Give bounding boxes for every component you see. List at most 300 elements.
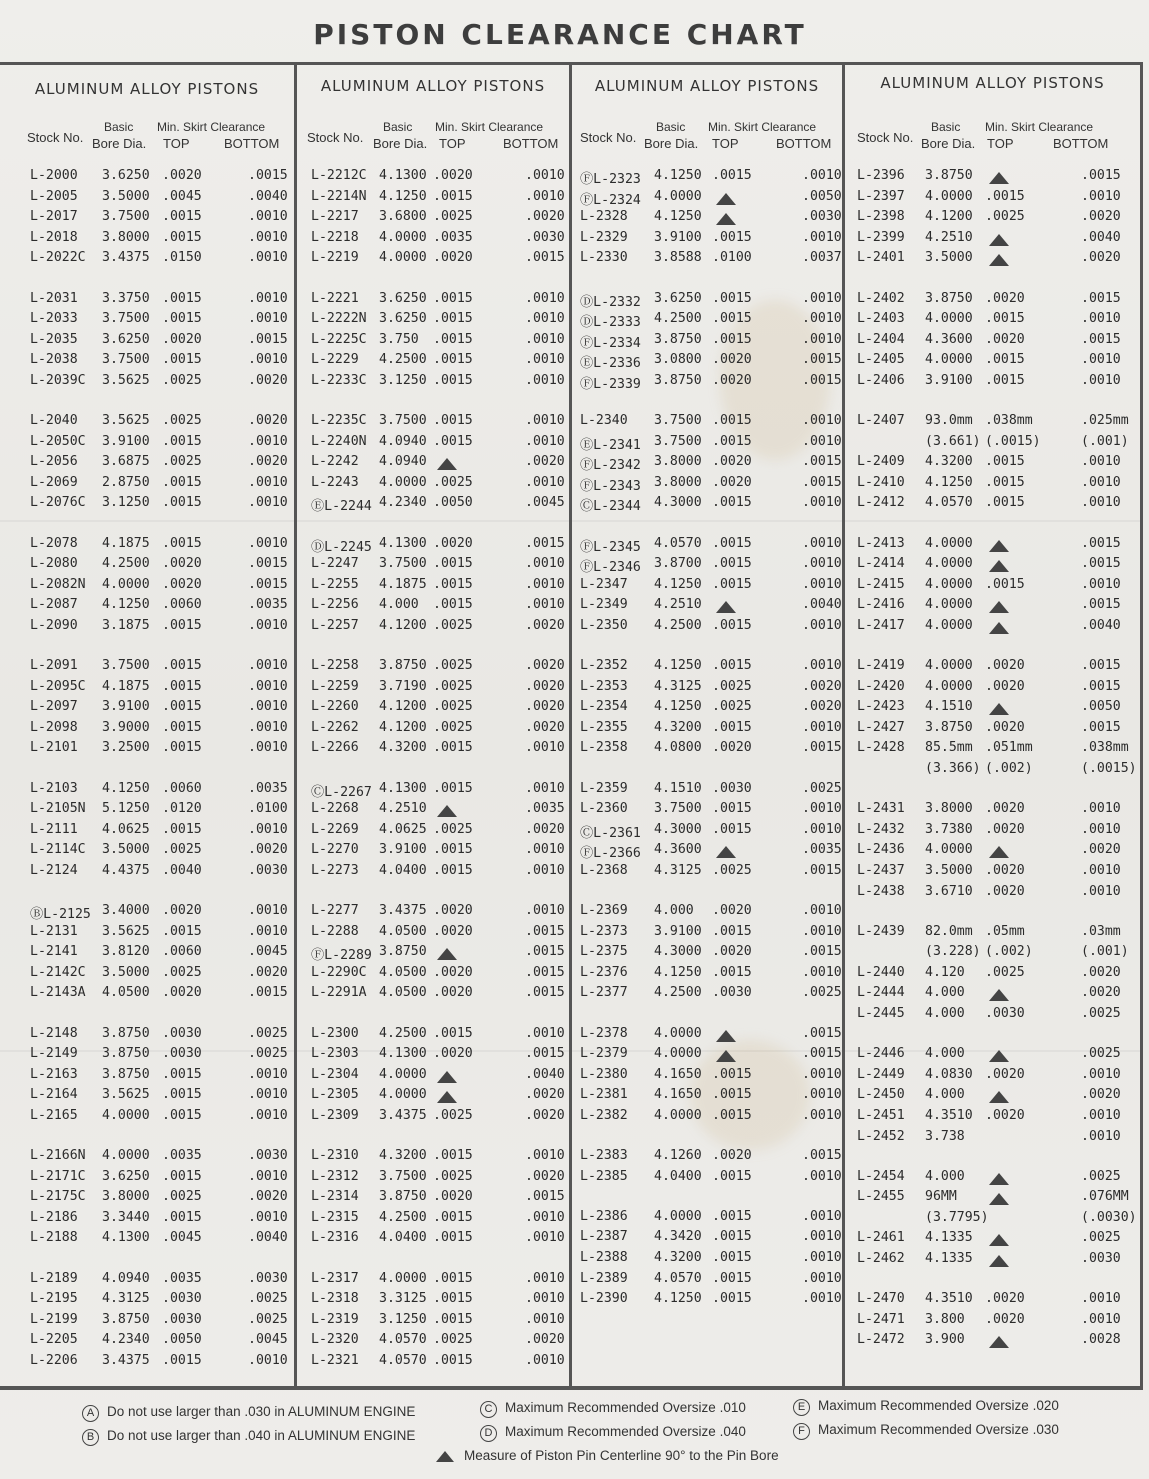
bore-diameter: 4.120 [925,964,965,980]
table-row [0,781,294,801]
stock-number: L-2217 [311,209,359,225]
bottom-clearance: .0010 [248,250,288,266]
top-clearance: .0015 [433,1352,473,1368]
table-row [297,189,569,209]
triangle-icon [989,621,1009,636]
table-row [0,903,294,923]
stock-number: L-2377 [580,985,628,1001]
triangle-icon [989,253,1009,268]
bottom-clearance: .0025 [1081,1046,1121,1062]
table-row [0,1108,294,1128]
table-row [297,434,569,454]
stock-number: ⒻL-2339 [580,376,641,392]
bottom-clearance: .0010 [248,229,288,245]
bore-diameter: 4.1250 [102,780,150,796]
table-row [297,720,569,740]
table-row [297,332,569,352]
bore-diameter: 4.0940 [379,454,427,470]
stock-number: L-2039C [30,372,86,388]
stock-number: L-2328 [580,209,628,225]
table-row [0,556,294,576]
bottom-clearance: .0010 [525,597,565,613]
table-row [845,1251,1140,1271]
table-row [845,434,1140,454]
bore-diameter: 3.5000 [102,842,150,858]
bottom-clearance: .0010 [248,821,288,837]
bottom-clearance: .0015 [802,1046,842,1062]
footnote-b [82,1428,415,1446]
bottom-clearance: (.0015) [1081,761,1137,776]
table-row [0,618,294,638]
bore-diameter: 4.1260 [654,1148,702,1163]
bottom-clearance: .0020 [1081,209,1121,225]
top-clearance: .0015 [162,311,202,327]
footnote-marker: E [793,1399,810,1416]
stock-number: L-2427 [857,719,905,735]
bore-diameter: 3.738 [925,1128,965,1144]
table-row [297,863,569,883]
stock-number: L-2402 [857,290,905,306]
bore-diameter: 3.900 [925,1332,965,1348]
stock-number: L-2354 [580,699,628,715]
stock-number: L-2320 [311,1332,359,1348]
bore-diameter: 4.000 [925,1087,965,1103]
stock-number: L-2449 [857,1066,905,1082]
bottom-clearance: .0020 [525,1168,565,1184]
bore-diameter: 3.6875 [102,454,150,470]
top-clearance: .0020 [712,740,752,756]
table-row [572,1250,842,1270]
top-clearance: .0015 [433,597,473,613]
top-clearance: .0050 [433,495,473,511]
stock-number: ⒻL-2342 [580,458,641,474]
bottom-clearance: .0010 [802,290,842,306]
bottom-clearance: .0015 [1081,535,1121,551]
table-row [297,1210,569,1230]
top-clearance: (.002) [985,944,1033,960]
triangle-icon [716,192,736,207]
table-row [0,1067,294,1087]
table-row [572,1229,842,1249]
table-row [297,903,569,923]
triangle-icon [716,1029,736,1044]
bore-diameter: 4.0400 [379,862,427,878]
stock-header: Stock No. [580,130,637,145]
bore-diameter: 4.1875 [102,678,150,694]
bottom-clearance: .0020 [248,413,288,428]
top-clearance: .0015 [712,923,752,939]
bore-diameter: 3.5625 [102,923,150,939]
stock-number: L-2260 [311,699,359,715]
bottom-clearance: .0010 [248,740,288,756]
bore-diameter: 4.2500 [379,352,427,368]
table-row [845,965,1140,985]
bottom-clearance: .0010 [525,903,565,918]
bottom-clearance: .0015 [525,1046,565,1062]
bore-diameter: 3.8750 [102,1311,150,1327]
bore-diameter: 4.2500 [654,985,702,1001]
bottom-clearance: .0020 [248,372,288,388]
top-clearance: .0030 [162,1311,202,1327]
bottom-clearance: .0015 [802,352,842,368]
bottom-clearance: .0010 [802,617,842,633]
top-clearance: .0015 [712,1270,752,1286]
bottom-clearance: .0010 [248,719,288,735]
bottom-clearance: .0010 [802,719,842,735]
table-row [572,699,842,719]
stock-header: Stock No. [27,130,84,145]
stock-number: L-2385 [580,1168,628,1184]
top-clearance: .0025 [433,474,473,490]
table-row [845,1067,1140,1087]
bore-diameter: 3.6250 [102,168,150,183]
table-row [297,230,569,250]
top-clearance: .0015 [433,433,473,449]
top-clearance: .0025 [433,1107,473,1123]
top-clearance: .0015 [433,556,473,572]
bore-diameter: 4.0940 [102,1270,150,1286]
bore-header: Bore Dia. [644,136,699,151]
table-row [845,475,1140,495]
bore-diameter: 4.0400 [379,1230,427,1246]
bore-diameter: 3.8750 [379,1189,427,1205]
bottom-clearance: .0010 [248,678,288,694]
bottom-clearance: .0040 [1081,229,1121,245]
table-row [572,863,842,883]
top-clearance: .0045 [162,188,202,204]
bore-diameter: 4.0000 [379,1087,427,1103]
top-clearance: .0020 [433,535,473,551]
table-row [572,577,842,597]
top-clearance: .038mm [985,413,1033,428]
bottom-clearance: .0015 [248,331,288,347]
top-clearance: .0015 [433,1311,473,1327]
bore-diameter: 3.8750 [379,658,427,673]
table-row [0,311,294,331]
bottom-clearance: .0010 [1081,454,1121,470]
bore-diameter: 3.8120 [102,944,150,960]
bottom-clearance: .0010 [1081,821,1121,837]
top-clearance: .0020 [433,250,473,266]
bottom-header: BOTTOM [1053,136,1109,151]
stock-number: L-2410 [857,474,905,490]
top-clearance: .0015 [433,576,473,592]
table-row [0,434,294,454]
footnote-marker: B [82,1429,99,1446]
bore-diameter: 3.8750 [925,719,973,735]
top-clearance: .0015 [712,658,752,673]
table-row [572,311,842,331]
bore-header: Bore Dia. [373,136,428,151]
stock-number: L-2412 [857,495,905,511]
table-row [0,1353,294,1373]
table-row [845,944,1140,964]
stock-number: L-2218 [311,229,359,245]
bottom-clearance: .0010 [802,1208,842,1224]
table-row [572,985,842,1005]
table-row [297,1271,569,1291]
table-row [572,556,842,576]
stock-number: ⒺL-2244 [311,499,372,515]
stock-number: L-2040 [30,413,78,428]
stock-number: L-2273 [311,862,359,878]
stock-number: L-2369 [580,903,628,918]
stock-number: L-2291A [311,985,367,1001]
top-clearance: .0020 [433,903,473,918]
stock-number: L-2069 [30,474,78,490]
stock-number: L-2098 [30,719,78,735]
min-clearance-header: Min. Skirt Clearance [708,120,817,134]
bore-diameter: 4.2510 [654,597,702,613]
bottom-clearance: .0015 [525,985,565,1001]
stock-number: ⒺL-2336 [580,356,641,372]
top-clearance: .0030 [162,1046,202,1062]
top-clearance: .0020 [162,985,202,1001]
stock-number: L-2340 [580,413,628,428]
bottom-clearance: .0010 [802,413,842,428]
stock-number: ⒻL-2366 [580,846,641,862]
table-row [297,965,569,985]
top-clearance: .0015 [985,352,1025,368]
stock-number: L-2462 [857,1251,905,1266]
footnote-text: Maximum Recommended Oversize .030 [818,1422,1059,1437]
bottom-clearance: .0037 [802,250,842,266]
table-row [845,1169,1140,1189]
bore-diameter: 3.9000 [102,719,150,735]
top-clearance: .0015 [712,535,752,551]
bore-diameter: 3.5000 [102,964,150,980]
bore-diameter: 4.0000 [925,576,973,592]
top-clearance: .0030 [712,780,752,796]
top-clearance: .0015 [985,576,1025,592]
bore-diameter: 4.0500 [102,985,150,1001]
top-clearance: .0015 [162,719,202,735]
bore-diameter: 4.1650 [654,1066,702,1082]
bore-diameter: 4.0570 [379,1332,427,1348]
bore-diameter: 4.0000 [379,1066,427,1082]
top-clearance: (.002) [985,761,1033,776]
stock-number: L-2376 [580,964,628,980]
top-clearance: .0015 [712,1168,752,1184]
table-row [845,761,1140,781]
stock-number: L-2470 [857,1291,905,1307]
bore-diameter: 3.5625 [102,372,150,388]
stock-number: L-2389 [580,1270,628,1286]
table-row [297,454,569,474]
bore-diameter: 4.0000 [925,311,973,327]
stock-number: L-2111 [30,821,78,837]
bottom-clearance: .0010 [802,903,842,918]
bore-diameter: 4.0800 [654,740,702,756]
stock-number: L-2399 [857,229,905,245]
bottom-clearance: .0010 [248,617,288,633]
stock-number: L-2247 [311,556,359,572]
bore-diameter: 3.6250 [102,331,150,347]
stock-number: ⒹL-2245 [311,539,372,555]
table-row [297,209,569,229]
stock-number: L-2401 [857,250,905,266]
stock-number: L-2383 [580,1148,628,1163]
table-row [845,1210,1140,1230]
stock-number: L-2349 [580,597,628,613]
stock-number: L-2050C [30,433,86,449]
top-clearance: .0020 [985,658,1025,673]
bore-diameter: 4.1200 [925,209,973,225]
stock-number: L-2148 [30,1025,78,1041]
table-row [572,903,842,923]
bottom-clearance: .0015 [525,944,565,960]
stock-number: L-2444 [857,985,905,1001]
bore-diameter: 4.3125 [654,678,702,694]
column-header [845,116,1140,156]
section-heading: ALUMINUM ALLOY PISTONS [34,80,260,98]
bottom-clearance: .0015 [1081,678,1121,694]
top-clearance: .0015 [712,290,752,306]
stock-number: L-2396 [857,168,905,183]
table-row [0,1230,294,1250]
stock-number: L-2309 [311,1107,359,1123]
bottom-clearance: .0020 [802,678,842,694]
top-clearance: .0015 [162,290,202,306]
bottom-clearance: .0010 [802,576,842,592]
top-clearance: .0015 [162,821,202,837]
stock-number: L-2080 [30,556,78,572]
table-row [297,1046,569,1066]
table-row [572,822,842,842]
top-clearance: .0020 [712,474,752,490]
table-row [297,924,569,944]
top-clearance: .0020 [433,923,473,939]
table-row [297,781,569,801]
bottom-clearance: .0010 [802,311,842,327]
stock-number: L-2097 [30,699,78,715]
table-row [297,413,569,433]
top-clearance: .0020 [433,964,473,980]
bore-diameter: 4.0000 [102,1107,150,1123]
bore-diameter: 3.4000 [102,903,150,918]
table-row [0,801,294,821]
top-clearance: .0020 [985,1107,1025,1123]
table-row [0,168,294,188]
triangle-icon [989,1254,1009,1269]
triangle-icon [989,988,1009,1003]
bore-diameter: 3.8750 [654,372,702,388]
bore-diameter: 3.1250 [102,495,150,511]
table-row [845,1312,1140,1332]
bottom-clearance: .0040 [525,1066,565,1082]
stock-number: L-2431 [857,801,905,817]
bore-diameter: 4.1300 [379,780,427,796]
bore-diameter: 3.5625 [102,1087,150,1103]
bottom-clearance: .0010 [1081,188,1121,204]
bore-diameter: 4.1300 [102,1230,150,1246]
stock-number: L-2035 [30,331,78,347]
bottom-clearance: .0010 [525,331,565,347]
table-row [845,1129,1140,1149]
table-row [845,454,1140,474]
bore-diameter: (3.228) [925,944,981,960]
top-clearance: .0020 [162,903,202,918]
table-row [0,965,294,985]
top-clearance: .0020 [433,168,473,183]
top-clearance: .0025 [712,678,752,694]
bore-diameter: 4.0000 [925,535,973,551]
bore-diameter: 4.3200 [379,740,427,756]
triangle-icon [437,947,457,962]
top-clearance: .0015 [433,1148,473,1163]
bottom-clearance: .0010 [525,413,565,428]
table-column [0,64,294,1386]
stock-number: L-2416 [857,597,905,613]
table-row [572,454,842,474]
bore-diameter: 4.2340 [379,495,427,511]
triangle-icon [989,559,1009,574]
bore-diameter: 3.9100 [102,699,150,715]
top-clearance: .0015 [162,1352,202,1368]
bore-diameter: 85.5mm [925,740,973,756]
bore-diameter: 4.1250 [654,576,702,592]
top-clearance: .0015 [712,576,752,592]
bottom-clearance: .0015 [525,923,565,939]
bore-diameter: 4.0000 [654,1025,702,1041]
table-row [845,801,1140,821]
table-row [845,556,1140,576]
table-row [297,373,569,393]
triangle-icon [989,1172,1009,1187]
stock-number: L-2163 [30,1066,78,1082]
top-clearance: .0040 [162,862,202,878]
bore-diameter: 4.3200 [379,1148,427,1163]
triangle-icon [989,1335,1009,1350]
stock-number: L-2222N [311,311,367,327]
top-clearance: .0020 [712,1148,752,1163]
bottom-clearance: .0015 [802,944,842,960]
bore-diameter: 3.6250 [379,311,427,327]
stock-number: L-2038 [30,352,78,368]
bottom-clearance: .0025 [1081,1168,1121,1184]
top-clearance: .0015 [162,678,202,694]
bottom-clearance: .0015 [248,168,288,183]
triangle-icon [989,600,1009,615]
stock-number: ⒸL-2267 [311,784,372,800]
bottom-clearance: .0020 [248,1189,288,1205]
bottom-clearance: .0010 [525,372,565,388]
top-clearance: .0020 [985,1066,1025,1082]
table-column [572,64,842,1386]
bottom-clearance: .0015 [802,862,842,878]
top-clearance: .0035 [162,1270,202,1286]
top-clearance: .0015 [985,454,1025,470]
stock-number: L-2450 [857,1087,905,1103]
bore-diameter: 4.1300 [379,535,427,551]
bore-diameter: 3.3440 [102,1209,150,1225]
top-clearance: .0100 [712,250,752,266]
bore-diameter: 3.5625 [102,413,150,428]
bottom-clearance: .0030 [1081,1251,1121,1266]
top-clearance: .0025 [433,821,473,837]
bore-diameter: 4.0000 [654,1208,702,1224]
top-clearance: .0020 [985,290,1025,306]
top-clearance: .0020 [985,1291,1025,1307]
stock-number: L-2368 [580,862,628,878]
bore-diameter: 4.3000 [654,495,702,511]
bore-diameter: 4.3600 [925,331,973,347]
table-row [845,373,1140,393]
top-clearance: .0025 [162,454,202,470]
stock-number: L-2405 [857,352,905,368]
stock-number: L-2437 [857,862,905,878]
bottom-clearance: .0040 [802,597,842,613]
